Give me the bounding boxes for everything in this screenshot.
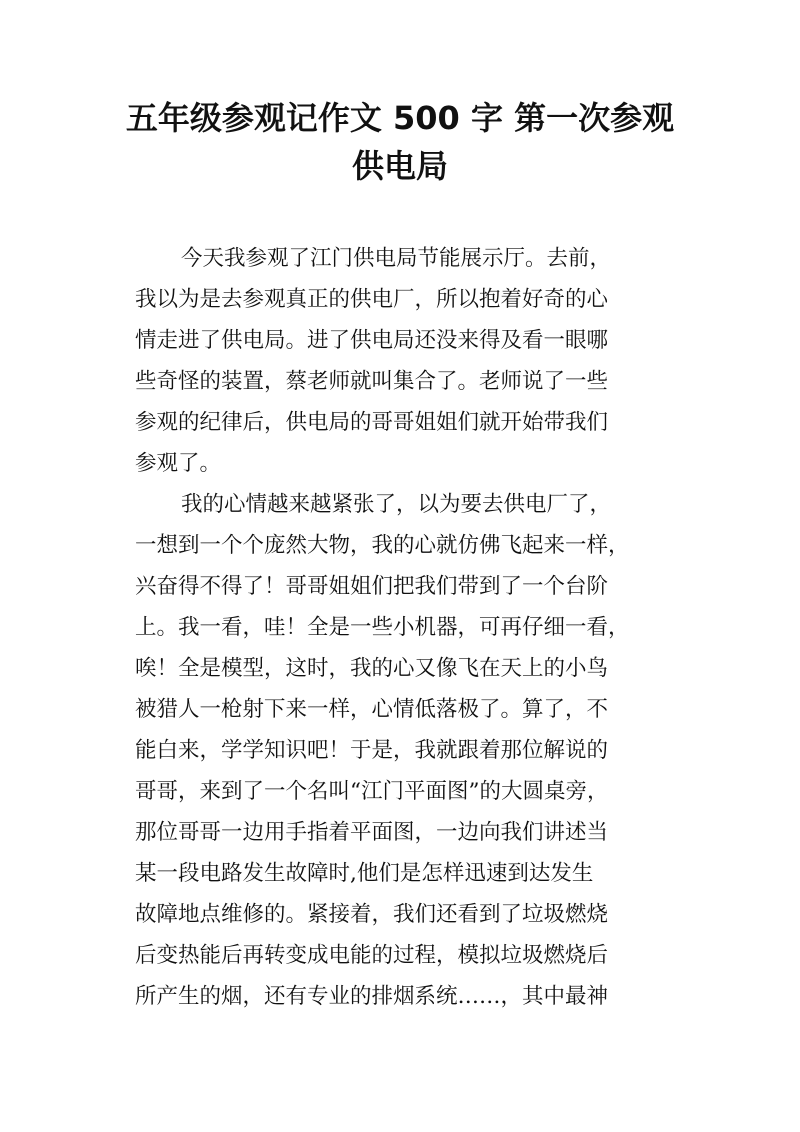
paragraph-2 [135, 484, 675, 1017]
text-line: 后变热能后再转变成电能的过程，模拟垃圾燃烧后 [135, 943, 609, 968]
text-line: 我以为是去参观真正的供电厂，所以抱着好奇的心 [135, 287, 609, 312]
text-line: 故障地点维修的。紧接着，我们还看到了垃圾燃烧 [135, 902, 609, 927]
text-line: 唉！全是模型，这时，我的心又像飞在天上的小鸟 [135, 656, 609, 681]
title-line: 供电局 [351, 147, 448, 185]
paragraph-1 [135, 238, 675, 484]
text-line: 能白来，学学知识吧！于是，我就跟着那位解说的 [135, 738, 609, 763]
text-line: 兴奋得不得了！哥哥姐姐们把我们带到了一个台阶 [135, 574, 609, 599]
page-title [100, 94, 700, 190]
text-line: 一想到一个个庞然大物，我的心就仿佛飞起来一样， [135, 533, 630, 558]
text-line: 些奇怪的装置，蔡老师就叫集合了。老师说了一些 [135, 369, 609, 394]
text-line: 我的心情越来越紧张了，以为要去供电厂了， [181, 492, 612, 517]
text-line: 所产生的烟，还有专业的排烟系统……，其中最神 [135, 984, 609, 1009]
text-line: 参观了。 [135, 451, 222, 476]
text-line: 参观的纪律后，供电局的哥哥姐姐们就开始带我们 [135, 410, 609, 435]
text-line: 那位哥哥一边用手指着平面图，一边向我们讲述当 [135, 820, 609, 845]
title-line: 五年级参观记作文 500 字 第一次参观 [125, 99, 675, 137]
text-line: 哥哥，来到了一个名叫“江门平面图”的大圆桌旁， [135, 779, 609, 804]
text-line: 被猎人一枪射下来一样，心情低落极了。算了，不 [135, 697, 609, 722]
text-line: 上。我一看，哇！全是一些小机器，可再仔细一看， [135, 615, 630, 640]
text-line: 情走进了供电局。进了供电局还没来得及看一眼哪 [135, 328, 609, 353]
text-line: 今天我参观了江门供电局节能展示厅。去前， [181, 246, 612, 271]
article-body [135, 238, 675, 1017]
text-line: 某一段电路发生故障时,他们是怎样迅速到达发生 [135, 861, 594, 886]
